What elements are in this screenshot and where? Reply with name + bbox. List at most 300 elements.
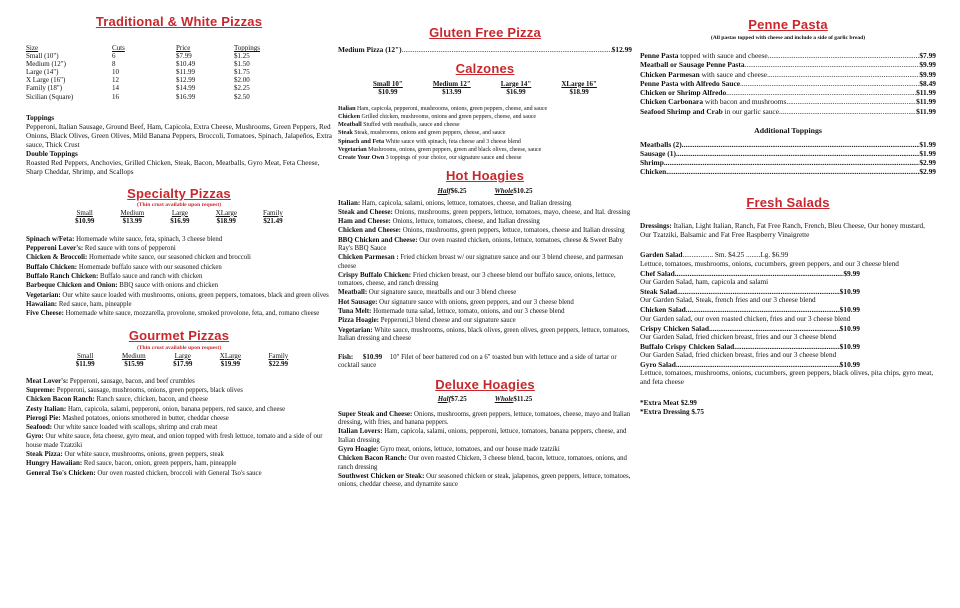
salad-items: [640, 269, 936, 388]
menu-item-name: Pizza Hoagie:: [338, 316, 380, 325]
leader-dots: [709, 324, 840, 333]
specialty-items: [26, 235, 332, 319]
table-cell: 14: [112, 84, 119, 93]
menu-item-desc: Our oven roasted Chicken, 3 cheese blend, bacon, lettuce, tomatoes, onions, and ranch dressing: [338, 455, 627, 471]
menu-item-name: Vegetarian:: [26, 290, 61, 299]
topping-name: Sausage (1): [640, 148, 676, 158]
menu-item: [338, 316, 632, 325]
menu-item-desc: Our white sauce loaded with mushrooms, onions, green peppers, tomatoes, black and green olives: [60, 291, 329, 299]
pasta-item: [640, 79, 936, 88]
menu-item-name: Gyro:: [26, 432, 44, 441]
menu-item-desc: Our white sauce, mushrooms, onions, green peppers, steak: [62, 451, 224, 459]
menu-item: [338, 307, 632, 316]
size-label: Half: [437, 394, 451, 403]
topping-name: Chicken: [640, 167, 667, 177]
menu-item-desc: Mashed potatoes, onions smothered in butter, cheddar cheese: [60, 414, 229, 422]
toppings-text: Pepperoni, Italian Sausage, Ground Beef, Ham, Capicola, Extra Cheese, Mushrooms, Green Peppers, Red Onions, Black Olives, Green Olives, Mild Banana Peppers, Broccoli, Tomatoes, Spinach, Jalapeños, Extra sauce, Thick Crust: [26, 122, 332, 149]
menu-item: [338, 105, 632, 113]
menu-item: [26, 386, 332, 395]
menu-item: [338, 121, 632, 129]
fish-item: Fish: $10.99 10" Filet of beer battered cod on a 6" toasted bun with lettuce and a side of tartar or cocktail sauce: [338, 353, 617, 370]
menu-item-desc: Steak, mushrooms, onions and green peppers, cheese, and sauce: [352, 130, 506, 137]
menu-item-name: Chicken Bacon Ranch:: [338, 454, 407, 463]
topping-price: $1.99: [919, 148, 936, 158]
menu-item: [338, 138, 632, 146]
salad-item: [640, 342, 860, 351]
topping-item: [640, 140, 936, 149]
size-price: $11.25: [513, 394, 533, 403]
menu-item-name: Vegetarian:: [338, 325, 373, 334]
menu-item: [338, 454, 632, 472]
menu-item: [338, 271, 632, 289]
menu-item: [338, 146, 632, 154]
menu-item: [26, 405, 332, 414]
leader-dots: [676, 360, 840, 369]
deluxe-hoagie-items: [338, 410, 632, 490]
menu-item: [26, 450, 332, 459]
salad-extra: *Extra Meat $2.99: [640, 399, 697, 408]
menu-item-desc: Ham, capicola, salami, onions, lettuce, tomatoes, cheese, and Italian dressing: [360, 199, 572, 207]
menu-item: [26, 253, 332, 262]
menu-item: [338, 427, 632, 445]
menu-item-desc: Onions, mushrooms, green peppers, lettuce, tomatoes, mayo, cheese, and Ital. dressing: [392, 208, 631, 216]
calzone-items: [338, 105, 632, 162]
size-label: XLarge: [215, 208, 237, 217]
menu-item-desc: White sauce, mushrooms, onions, black olives, green olives, green peppers, lettuce, tomatoes, Italian dressing and cheese: [338, 326, 630, 342]
menu-item-name: Italian Lovers:: [338, 427, 383, 436]
menu-item-desc: Fried chicken breast, our 3 cheese blend our buffalo sauce, onions, lettuce, tomatoes, cheese, and ranch dressing: [338, 271, 616, 288]
menu-item-desc: Our seasoned chicken or steak, jalapenos, green peppers, lettuce, tomatoes, onions, cheddar cheese, and dynamite sauce: [338, 472, 631, 489]
calzone-sizes: [338, 80, 632, 96]
menu-item: [338, 253, 632, 271]
additional-toppings-title: Additional Toppings: [754, 125, 822, 135]
toppings-section: [26, 114, 332, 177]
size-option: [495, 187, 533, 195]
leader-dots: [677, 287, 840, 296]
pasta-name: [640, 60, 745, 69]
salad-name: Gyro Salad: [640, 360, 676, 370]
leader-dots: [786, 97, 916, 106]
size-price: $6.25: [450, 186, 467, 195]
salad-name: Chef Salad: [640, 268, 675, 278]
table-cell: Small (10"): [26, 52, 59, 61]
leader-dots: [664, 158, 920, 167]
size-price: $22.99: [268, 359, 288, 368]
salad-price: $10.99: [839, 305, 860, 315]
leader-dots: [740, 79, 919, 88]
topping-item: [640, 167, 936, 176]
menu-item-name: Meatball: [338, 121, 362, 129]
leader-dots: [686, 305, 840, 314]
size-option: [173, 352, 192, 368]
menu-item: [338, 326, 632, 344]
hot-hoagies-title: Hot Hoagies: [445, 168, 525, 184]
size-option: [75, 209, 94, 225]
menu-item-name: Steak: [338, 129, 353, 137]
menu-item-name: Supreme:: [26, 386, 56, 395]
size-label: Medium: [120, 208, 145, 217]
size-option: [433, 80, 471, 96]
salad-extras: [640, 399, 936, 417]
menu-item: [26, 432, 332, 450]
size-price: $7.25: [450, 394, 467, 403]
menu-item-name: Seafood:: [26, 423, 53, 432]
menu-item-name: Chicken Bacon Ranch:: [26, 395, 95, 404]
pasta-item: [640, 70, 936, 79]
size-label: Small: [76, 208, 93, 217]
menu-item-desc: Grilled chicken, mushrooms, onions and green peppers, cheese, and sauce: [360, 114, 537, 121]
size-price: $17.99: [173, 359, 193, 368]
menu-item-name: Five Cheese:: [26, 309, 64, 318]
table-cell: $1.50: [234, 60, 250, 69]
menu-item-desc: 3 toppings of your choice, our signature sauce and cheese: [384, 155, 522, 162]
menu-item: [26, 263, 332, 272]
pasta-name: [640, 79, 740, 88]
menu-item-name: General Tso's Chicken:: [26, 468, 96, 477]
calzones-title: Calzones: [455, 60, 515, 76]
gluten-free-title: Gluten Free Pizza: [429, 25, 541, 40]
menu-item-name: Italian: [338, 104, 356, 112]
size-price: $10.25: [513, 186, 533, 195]
menu-item: [338, 445, 632, 454]
menu-item: [26, 469, 332, 478]
size-option: [438, 395, 467, 403]
leader-dots: [726, 88, 916, 97]
pasta-name-bold: Meatball or Sausage Penne Pasta: [640, 60, 745, 70]
menu-item-desc: Red sauce, bacon, onion, green peppers, ham, pineapple: [82, 460, 237, 468]
salad-item: [640, 305, 860, 314]
size-price: $11.99: [75, 359, 95, 368]
size-option: [501, 80, 532, 96]
size-label: XLarge: [219, 351, 242, 360]
leader-dots: [779, 107, 916, 116]
menu-item-desc: Fried chicken breast w/ our signature sauce and our 3 blend cheese, and parmesan cheese: [338, 254, 624, 270]
salad-name: Crispy Chicken Salad: [640, 323, 709, 333]
menu-item: [338, 113, 632, 121]
size-label: Large: [174, 351, 191, 360]
menu-item: [338, 226, 632, 235]
menu-item-desc: White sauce with spinach, feta cheese and 3 cheese blend: [384, 138, 521, 145]
menu-item: [338, 410, 632, 428]
salad-desc: Lettuce, tomatoes, mushrooms, onions, cucumbers, green peppers, black olives, pita chips, gyro meat, and feta cheese: [640, 369, 934, 387]
menu-item-desc: Ham, capicola, salami, pepperoni, onion, banana peppers, red sauce, and cheese: [66, 405, 286, 413]
pasta-name-bold: Chicken Parmesan: [640, 69, 700, 79]
pasta-price: $9.99: [919, 60, 936, 70]
salad-item: [640, 324, 860, 333]
pasta-name-rest: in our garlic sauce: [722, 106, 779, 116]
pasta-price: $9.99: [919, 69, 936, 79]
pasta-item: [640, 51, 936, 60]
menu-item: [26, 300, 332, 309]
salad-desc: Our Garden salad, our oven roasted chicken, fries and our 3 cheese blend: [640, 314, 851, 323]
size-label: Small 10": [373, 79, 403, 88]
pasta-name: [640, 107, 779, 116]
garden-salad: Garden Salad................. Sm. $4.25 ........Lg. $6.99 Lettuce, tomatoes, mushrooms, onions, cucumbers, green peppers, and our 3 cheese blend: [640, 250, 899, 268]
topping-price: $1.99: [919, 139, 936, 149]
salad-item: [640, 269, 860, 278]
size-option: [122, 352, 146, 368]
table-cell: $11.99: [176, 68, 195, 77]
size-label: Half: [437, 186, 451, 195]
double-toppings-title: Double Toppings: [26, 149, 78, 158]
toppings-title: Toppings: [26, 113, 55, 122]
topping-price: $2.99: [919, 167, 936, 177]
salad-item: [640, 287, 860, 296]
traditional-size-table: [26, 44, 332, 100]
table-cell: $2.25: [234, 84, 250, 93]
salad-price: $9.99: [843, 268, 860, 278]
table-cell: Sicilian (Square): [26, 92, 74, 101]
salad-name: Buffalo Crispy Chicken Salad: [640, 341, 735, 351]
pasta-name: [640, 88, 726, 97]
menu-item-name: Barbeque Chicken and Onion:: [26, 281, 118, 290]
menu-item-name: Meatball:: [338, 288, 368, 297]
salad-desc: Our Garden Salad, Steak, french fries and our 3 cheese blend: [640, 296, 816, 305]
pasta-item: [640, 107, 936, 116]
pasta-name-bold: Penne Pasta with Alfredo Sauce: [640, 78, 741, 88]
menu-item-name: Vegetarian: [338, 145, 367, 153]
pasta-name-bold: Seafood Shrimp and Crab: [640, 106, 723, 116]
pasta-name: [640, 97, 786, 106]
size-option: [268, 352, 288, 368]
table-cell: $10.49: [176, 60, 196, 69]
menu-item-desc: Pepperoni,3 blend cheese and our signature sauce: [379, 317, 516, 325]
menu-item-desc: Homemade white sauce, feta, spinach, 3 cheese blend: [74, 235, 223, 243]
menu-item-name: Pierogi Pie:: [26, 413, 61, 422]
table-cell: $2.50: [234, 92, 250, 101]
menu-item-desc: Onions, lettuce, tomatoes, cheese, and Italian dressing: [390, 218, 540, 226]
menu-item-name: Chicken and Cheese:: [338, 226, 402, 235]
menu-item-name: BBQ Chicken and Cheese:: [338, 235, 418, 244]
table-cell: X Large (16"): [26, 76, 66, 85]
salad-extra: *Extra Dressing $.75: [640, 408, 704, 417]
table-cell: $2.00: [234, 76, 250, 85]
menu-item-desc: Pepperoni, sausage, bacon, and beef crumbles: [68, 377, 195, 385]
table-header: Price: [176, 44, 191, 53]
topping-price: $2.99: [919, 158, 936, 168]
menu-item-desc: Ham, capicola, pepperoni, mushrooms, onions, green peppers, cheese, and sauce: [355, 105, 548, 112]
menu-item: [338, 154, 632, 162]
topping-name: Shrimp: [640, 158, 664, 168]
pasta-item: [640, 88, 936, 97]
table-cell: 6: [112, 52, 116, 61]
table-header: Size: [26, 44, 39, 53]
pasta-name-rest: with sauce and cheese: [699, 69, 768, 79]
menu-item-desc: Onions, mushrooms, green peppers, lettuce, tomatoes, cheese and Italian dressing: [401, 227, 625, 235]
middle-column: [338, 0, 632, 608]
menu-item-name: Hungry Hawaiian:: [26, 459, 83, 468]
menu-item-name: Steak and Cheese:: [338, 207, 393, 216]
topping-item: [640, 149, 936, 158]
table-cell: $16.99: [176, 92, 196, 101]
menu-item-name: Gyro Hoagie:: [338, 445, 379, 454]
menu-item-name: Spinach w/Feta:: [26, 234, 75, 243]
menu-item-name: Hawaiian:: [26, 299, 58, 308]
leader-dots: [666, 167, 919, 176]
leader-dots: [767, 70, 919, 79]
menu-item: [26, 309, 332, 318]
penne-items: [640, 51, 936, 116]
menu-item: [338, 208, 632, 217]
size-option: [76, 352, 95, 368]
penne-note: (All pastas topped with cheese and include a side of garlic bread): [710, 35, 866, 42]
pasta-price: $11.99: [916, 88, 936, 98]
salad-price: $10.99: [839, 341, 860, 351]
menu-item-name: Chicken: [338, 113, 361, 121]
salad-price: $10.99: [839, 323, 860, 333]
menu-item: [26, 272, 332, 281]
menu-item-name: Crispy Buffalo Chicken:: [338, 270, 412, 279]
size-label: XLarge 16": [561, 79, 597, 88]
size-option: [438, 187, 467, 195]
size-price: $18.99: [569, 87, 589, 96]
table-header: Toppings: [234, 44, 260, 53]
menu-item: [26, 377, 332, 386]
leader-dots: [676, 149, 919, 158]
size-price: $10.99: [378, 87, 398, 96]
menu-item: [338, 472, 632, 490]
pasta-price: $11.99: [916, 106, 936, 116]
gluten-free-name: Medium Pizza (12"): [338, 45, 402, 55]
pasta-name-rest: with bacon and mushrooms: [703, 97, 787, 107]
table-cell: $14.99: [176, 84, 196, 93]
topping-name: Meatballs (2): [640, 139, 682, 149]
size-price: $19.99: [220, 359, 241, 368]
table-cell: Large (14"): [26, 68, 59, 77]
penne-title: Penne Pasta: [748, 17, 828, 32]
menu-item-desc: Ham, capicola, salami, onions, pepperoni, lettuce, tomatoes, banana peppers, cheese, and Italian dressing: [338, 428, 627, 444]
size-price: $10.99: [75, 216, 95, 225]
size-price: $13.99: [122, 216, 142, 225]
menu-item-desc: Our white sauce loaded with scallops, shrimp and crab meat: [52, 424, 218, 432]
menu-item: [26, 291, 332, 300]
table-cell: $1.75: [234, 68, 250, 77]
size-option: [220, 352, 241, 368]
table-cell: 16: [112, 92, 119, 101]
pasta-item: [640, 97, 936, 106]
table-cell: $12.99: [176, 76, 196, 85]
menu-item-desc: Homemade white sauce, mozzarella, provolone, smoked provolone, feta, and, romano cheese: [63, 310, 320, 318]
menu-item-desc: Homemade tuna salad, lettuce, tomato, onions, and our 3 cheese blend: [371, 307, 565, 315]
menu-item-name: Italian:: [338, 198, 361, 207]
menu-item-desc: Homemade white sauce, our seasoned chicken and broccoli: [87, 254, 251, 262]
menu-item-name: Buffalo Ranch Chicken:: [26, 272, 99, 281]
size-price: $15.99: [124, 359, 144, 368]
size-price: $18.99: [216, 216, 236, 225]
leader-dots: [682, 140, 920, 149]
menu-item-desc: Homemade buffalo sauce with our seasoned chicken: [77, 263, 222, 271]
pasta-name: [640, 51, 768, 60]
menu-item-desc: Red sauce with tons of pepperoni: [83, 245, 176, 253]
dressings: Dressings: Italian, Light Italian, Ranch, Fat Free Ranch, French, Bleu Cheese, Our honey mustard, Our Tzatziki, Balsamic and Fat Free Raspberry Vinaigrette: [640, 221, 925, 239]
size-label: Small: [76, 351, 94, 360]
hot-hoagie-items: [338, 199, 632, 344]
menu-item-desc: Our oven roasted chicken, broccoli with General Tso's sauce: [95, 469, 262, 477]
menu-item-name: Ham and Cheese:: [338, 217, 391, 226]
menu-item: [26, 423, 332, 432]
size-label: Family: [268, 351, 289, 360]
topping-item: [640, 158, 936, 167]
table-cell: $7.99: [176, 52, 192, 61]
size-option: [120, 209, 144, 225]
salad-item: [640, 360, 860, 369]
salad-price: $10.99: [839, 360, 860, 370]
size-label: Whole: [494, 394, 514, 403]
salads-title: Fresh Salads: [746, 194, 830, 210]
size-label: Medium 12": [432, 79, 471, 88]
size-label: Large: [171, 208, 189, 217]
menu-item-name: Pepperoni Lover's:: [26, 244, 84, 253]
gluten-free-price: $12.99: [611, 45, 632, 55]
menu-item-desc: Our white sauce, feta cheese, gyro meat, and onion topped with fresh lettuce, tomato and a side of our house made Tzatziki: [26, 433, 323, 449]
salad-desc: Our Garden Salad, fried chicken breast, fries and our 3 cheese blend: [640, 332, 837, 341]
size-label: Large 14": [500, 79, 532, 88]
menu-item: [338, 236, 632, 254]
menu-item-desc: BBQ sauce with onions and chicken: [117, 282, 219, 290]
gluten-free-item: [338, 45, 632, 54]
menu-item-desc: Mushrooms, onions, green peppers, green and black olives, cheese, sauce: [366, 146, 542, 153]
menu-item: [338, 199, 632, 208]
size-label: Family: [263, 208, 283, 217]
gourmet-sizes: [26, 352, 332, 368]
menu-item: [26, 459, 332, 468]
menu-item-desc: Buffalo sauce and ranch with chicken: [98, 273, 203, 281]
menu-item-desc: Our signature sauce with onions, green peppers, and our 3 cheese blend: [377, 298, 574, 306]
table-header: Cuts: [112, 44, 125, 53]
additional-toppings: [640, 140, 936, 177]
size-label: Whole: [494, 186, 514, 195]
traditional-title: Traditional & White Pizzas: [95, 14, 263, 29]
gourmet-title: Gourmet Pizzas: [128, 328, 230, 344]
pasta-price: $7.99: [919, 51, 936, 61]
leader-dots: [675, 269, 844, 278]
gourmet-note: (Thin crust available upon request): [136, 344, 222, 351]
salad-price: $10.99: [839, 287, 860, 297]
specialty-note: (Thin crust available upon request): [136, 201, 222, 208]
gourmet-items: [26, 377, 332, 478]
salad-desc: Our Garden Salad, ham, capicola and salami: [640, 278, 769, 287]
menu-item-desc: Ranch sauce, chicken, bacon, and cheese: [94, 396, 208, 404]
table-cell: $1.25: [234, 52, 250, 61]
menu-item: [26, 395, 332, 404]
size-option: [495, 395, 533, 403]
menu-item-name: Buffalo Chicken:: [26, 262, 78, 271]
menu-item-name: Meat Lover's:: [26, 376, 69, 385]
salad-desc: Our Garden Salad, fried chicken breast, fries and our 3 cheese blend: [640, 351, 837, 360]
menu-item-name: Zesty Italian:: [26, 404, 67, 413]
pasta-item: [640, 60, 936, 69]
size-option: [263, 209, 283, 225]
menu-item-desc: Onions, mushrooms, green peppers, lettuce, tomatoes, cheese, mayo and Italian dressing, with fries, and banana peppers.: [338, 410, 631, 427]
size-label: Medium: [121, 351, 146, 360]
pasta-price: $11.99: [916, 97, 936, 107]
size-option: [373, 80, 403, 96]
menu-item: [26, 235, 332, 244]
menu-item-desc: Our oven roasted chicken, onions, lettuce, tomatoes, cheese & Sweet Baby Ray's BBQ Sauce: [338, 236, 623, 252]
size-price: $21.49: [263, 216, 283, 225]
size-price: $13.99: [442, 87, 462, 96]
specialty-title: Specialty Pizzas: [127, 185, 231, 201]
menu-item: [338, 288, 632, 297]
leader-dots: [768, 51, 920, 60]
pasta-name-rest: topped with sauce and cheese: [678, 51, 768, 61]
specialty-sizes: [26, 209, 332, 225]
deluxe-hoagie-sizes: [338, 395, 632, 403]
table-cell: Medium (12"): [26, 60, 66, 69]
menu-item-name: Spinach and Feta: [338, 137, 385, 145]
table-cell: Family (18"): [26, 84, 63, 93]
menu-item-name: Hot Sausage:: [338, 297, 378, 306]
